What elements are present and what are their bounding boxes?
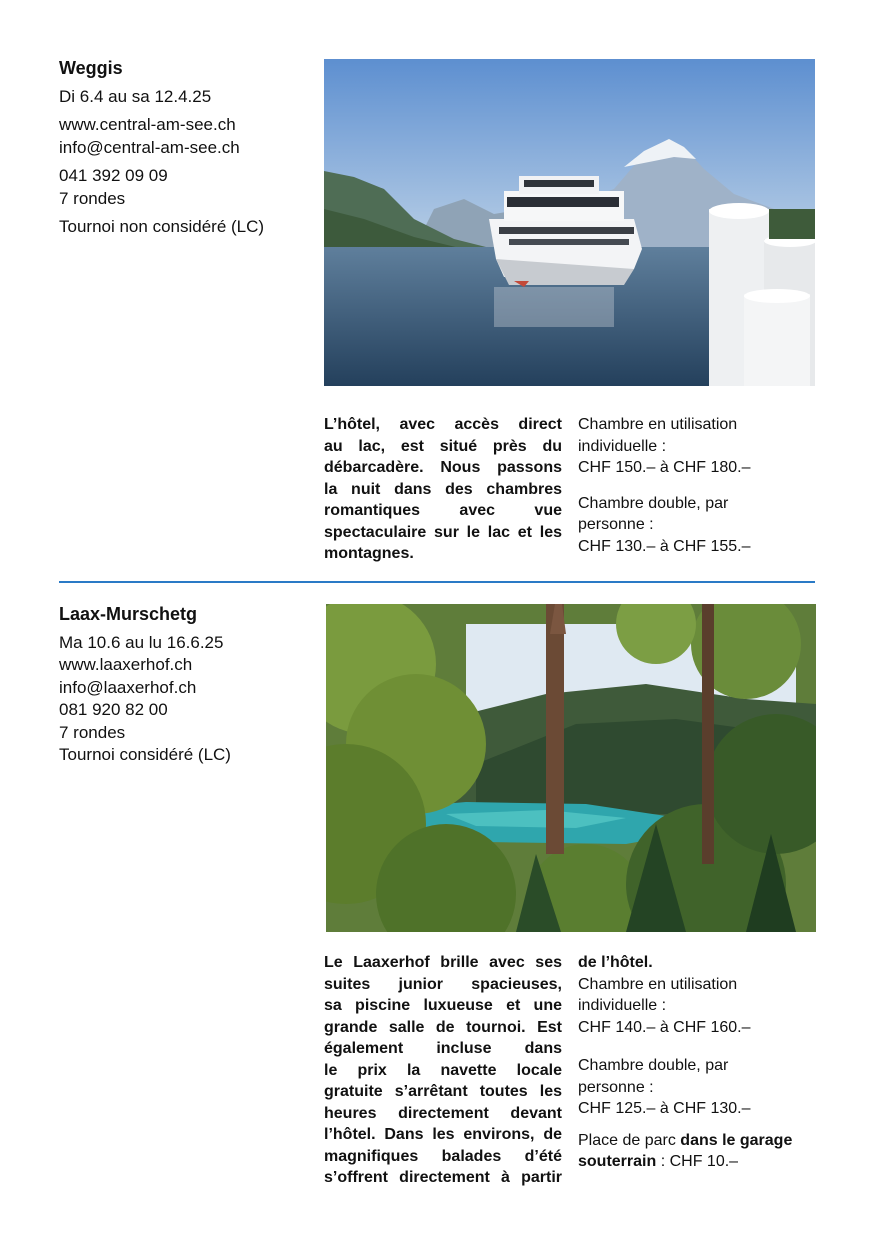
description-line: la nuit dans des chambres xyxy=(324,480,562,498)
description-line: spectaculaire sur le lac et les xyxy=(324,523,562,541)
double-room-price: CHF 130.– à CHF 155.– xyxy=(578,537,751,555)
description-line: suites junior spacieuses, xyxy=(324,975,562,993)
description-line: magnifiques balades d’été xyxy=(324,1147,562,1165)
hotel-location-title: Laax-Murschetg xyxy=(59,604,198,624)
parking-line xyxy=(578,1130,818,1152)
parking-line xyxy=(578,1151,818,1173)
description-line: s’offrent directement à partir xyxy=(324,1169,562,1186)
hotel-dates: Ma 10.6 au lu 16.6.25 xyxy=(59,632,224,652)
single-room-label: Chambre en utilisation xyxy=(578,416,738,433)
parking-price: : CHF 10.– xyxy=(660,1153,739,1170)
double-room-label: personne : xyxy=(578,1078,654,1096)
description-line: gratuite s’arrêtant toutes les xyxy=(324,1083,562,1100)
single-room-label: Chambre en utilisation xyxy=(578,975,738,993)
parking-label: Place de parc xyxy=(578,1131,676,1149)
room-prices-weggis xyxy=(578,414,818,557)
parking-location: dans le garage xyxy=(680,1131,793,1149)
hotel-location-title: Weggis xyxy=(59,58,123,78)
hotel-phone: 041 392 09 09 xyxy=(59,166,168,185)
single-room-price: CHF 140.– à CHF 160.– xyxy=(578,1018,751,1036)
double-room-label: Chambre double, par xyxy=(578,494,729,512)
description-line: romantiques avec vue xyxy=(324,502,562,519)
hotel-website-link[interactable]: www.laaxerhof.ch xyxy=(59,655,193,674)
description-line: l’hôtel. Dans les environs, de xyxy=(324,1126,562,1143)
description-line: le prix la navette locale xyxy=(324,1061,562,1079)
hotel-email-link[interactable]: info@laaxerhof.ch xyxy=(59,677,197,697)
single-room-label: individuelle : xyxy=(578,437,667,455)
description-line: également incluse dans xyxy=(324,1040,562,1057)
double-room-label: Chambre double, par xyxy=(578,1057,729,1074)
hotel-website-link[interactable]: www.central-am-see.ch xyxy=(59,115,236,134)
description-line: sa piscine luxueuse et une xyxy=(324,997,562,1014)
hotel-rounds: 7 rondes xyxy=(59,722,126,742)
hotel-email-link[interactable]: info@central-am-see.ch xyxy=(59,137,240,157)
section-divider xyxy=(59,581,815,583)
room-prices-laax xyxy=(578,952,818,1173)
hotel-info-weggis xyxy=(59,57,309,239)
hotel-tournament-status: Tournoi non considéré (LC) xyxy=(59,217,265,236)
parking-location: souterrain xyxy=(578,1153,657,1170)
description-line: L’hôtel, avec accès direct xyxy=(324,416,562,433)
hotel-phone: 081 920 82 00 xyxy=(59,700,168,719)
single-room-label: individuelle : xyxy=(578,997,667,1014)
description-line: débarcadère. Nous passons xyxy=(324,459,562,476)
description-line: Le Laaxerhof brille avec ses xyxy=(324,954,562,971)
double-room-label: personne : xyxy=(578,516,654,533)
description-continued: de l’hôtel. xyxy=(578,954,653,971)
hotel-description-weggis xyxy=(324,414,562,565)
hotel-description-laax xyxy=(324,952,562,1189)
hotel-dates: Di 6.4 au sa 12.4.25 xyxy=(59,86,212,106)
single-room-price: CHF 150.– à CHF 180.– xyxy=(578,459,751,476)
weggis-lake-boat-photo xyxy=(324,59,815,386)
description-line: montagnes. xyxy=(324,545,414,562)
double-room-price: CHF 125.– à CHF 130.– xyxy=(578,1100,751,1117)
hotel-tournament-status: Tournoi considéré (LC) xyxy=(59,745,231,764)
description-line: heures directement devant xyxy=(324,1104,562,1122)
laax-forest-lake-photo xyxy=(326,604,816,932)
description-line: grande salle de tournoi. Est xyxy=(324,1018,562,1036)
hotel-rounds: 7 rondes xyxy=(59,188,126,208)
description-line: au lac, est situé près du xyxy=(324,437,562,455)
hotel-info-laax xyxy=(59,603,309,767)
